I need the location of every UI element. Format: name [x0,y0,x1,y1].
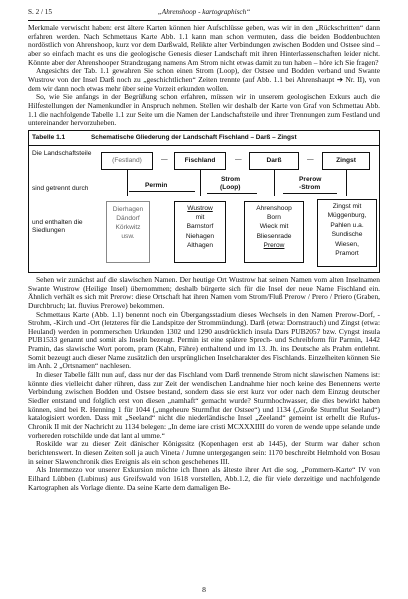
connector-zingst [346,170,347,196]
separator-prerow: Prerow [299,175,322,183]
paragraph-7: Roskilde war zu dieser Zeit dänischer Königssitz (Kopenhagen erst ab 1445), der Sturm war daher schon berichtenswert. In diesen Zeiten soll ja auch Vineta / Jumne untergegangen sein: 1170 beschreibt Helmhold von Bosau in seiner Slawenchronik dies Ereignis als ein schon geschehenes III. [28,439,380,466]
running-title: „Ahrenshoop - kartographisch“ [157,8,251,16]
page-label: S. 2 / 15 [28,8,52,16]
paragraph-2: Angesichts der Tab. 1.1 gewahren Sie schon einen Strom (Loop), der Ostsee und Bodden verband und Swante Wustrow von der Insel Darß noch zu „geschichtlichen“ Zeiten trennte (auf Abb. 1.1 bei Ahrenshaupt ➔ Nr. II), von dem wir dann noch etwas mehr über seine Vorzeit erkunden wollen. [28,66,380,93]
running-header [28,6,380,21]
settlements-festland: Dierhagen Dändorf Körkwitz usw. [106,201,150,263]
row-label-landschaftsteile: Die Landschaftsteile [32,149,92,157]
paragraph-6: In dieser Tabelle fällt nun auf, dass nur der das Fischland vom Darß trennende Strom nicht slawischen Namens ist: könnte dies vielleicht daher rühren, dass zur Zeit der wendischen Landnahme hier noch keine des Benennens werte Verbindung zwischen Bodden und Ostsee bestand, sondern dass sie erst kurz vor oder nach dem Einzug deutscher Siedler entstand und folglich erst von diesen „namhaft“ gemacht wurde? Sturmhochwasser, die dies bewirkt haben können, sind bei R. Henning 1 für 1044 („ungeheure Sturmflut der Ostsee“) und 1134 („Große Sturmflut Seeland“) katalogisiert worden. Dass mit „Seeland“ nicht die niederländische Insel „Zeeland“ gemeint ist erhellt die Rufus-Chronik II mit der Nachricht zu 1134 belegen: „In deme iare cristi MCXXXIIII do voren de wende uppe selande unde vorhereden rotschilde unde dat lant al umme.“ [28,370,380,440]
page-number: 8 [202,585,206,594]
dash-2: — [235,155,242,163]
permin-rule [129,191,195,192]
row-label-getrennt: sind getrennt durch [32,184,89,192]
separator-prerow-strom: -Strom [299,183,321,191]
paragraph-1: Merkmale verwischt haben: erst ältere Karten können hier Aufschlüsse geben, was wir in den „Rückschritten“ dann erfahren werden. Nach Schmettaus Karte Abb. 1.1 kann man schon vermuten, dass die beiden Boddenbuchten nordöstlich von Ahrenshoop, kurz vor dem Darßwald, Relikte alter Verbindungen zwischen Bodden und Ostsee sind – aber so einfach macht es uns die geologische Genesis dieser Landschaft mit ihren Hinterlassenschaften leider nicht. Könnte aber der Ahrenshooper Strandzugang namens Am Strom nicht etwas damit zu tun haben – höre ich Sie fragen? [28,23,380,67]
body-text [28,24,380,492]
paragraph-5: Schmettaus Karte (Abb. 1.1) benennt noch ein Übergangsstadium dieses Wechsels in den Namen Prerow-Dorf, -Strohm, -Kirch und -Ort (letzteres für die Landspitze der Strommündung). Darß (etwa: Dornstrauch) und Zingst (etwa: Heuland) werden in pommerschen Urkunden 1302 und 1290 ausdrücklich insula Dars PUB2057 bzw. Cyngst insula PUB1533 genannt und somit als Inseln bezeugt. Permin ist eine spätere Sprech- und Schreibform für Parmin, 1442 Pramin, das slawische Wort porom, pram (Kahn, Fähre) enthaltend und im 13. Jh. ins Deutsche als Prahm entlehnt. Somit bezeugt auch dieser Name zusätzlich den ursprünglichen Inselcharakter des Fischlands. Einzelheiten können Sie im Anh. 2 „Ortsnamen“ nachlesen. [28,309,380,371]
separator-permin: Permin [145,181,168,189]
strom-rule [207,193,257,194]
separator-loop: (Loop) [220,183,241,191]
table-label: Tabelle 1.1 [32,133,66,141]
table-title: Schematische Gliederung der Landschaft Fischland – Darß – Zingst [91,133,297,141]
table-header-rule [29,145,379,146]
paragraph-4: Sehen wir zunächst auf die slawischen Namen. Der heutige Ort Wustrow hat seinen Namen vom alten Inselnamen Swante Wustrow (Heilige Insel) übernommen; deshalb bürgerte sich für die Insel der neue Name Fischland ein. Ähnlich verhält es sich mit Prerow: diese Ortschaft hat ihren Namen vom Strom/Fluß Prerow / Prero / Priero (Graben, Durchbruch; lat. fluvius Prerowe) bekommen. [28,274,380,310]
settlements-darss: Ahrenshoop Born Wieck mit Bliesenrade Prerow [244,201,304,263]
cell-darss: Darß [249,152,299,170]
cell-zingst: Zingst [322,152,370,170]
row-label-siedlungen: und enthalten die Siedlungen [32,218,83,234]
connector-darss [274,170,275,196]
cell-festland: (Festland) [101,152,153,170]
paragraph-3: So, wie Sie anfangs in der Begrüßung schon erfahren, müssen wir in unserem geologischen Exkurs auch die Hilfestellungen der Namenkundler in Anspruch nehmen. Stellen wir deshalb der Karte von Graf von Schmettau Abb. 1.1 die nachfolgende Tabelle 1.1 zur Seite um die Namen der Landschaftsteile und ihrer Trennungen zum Festland und untereinander hervorzuheben. [28,92,380,128]
connector-fischland [200,170,201,196]
dash-1: — [161,155,168,163]
connector-festland [127,170,128,196]
settlements-zingst: Zingst mit Müggenburg, Pahlen u.a. Sundische Wiesen, Pramort [317,199,377,267]
dash-3: — [307,155,314,163]
paragraph-8: Als Intermezzo vor unserer Exkursion möchte ich Ihnen als älteste ihrer Art die sog. „Pommern-Karte“ IV von Eilhard Lübben (Lubinus) aus Greifswald von 1618 vorstellen, Abb.1.2, die für viele derzeitige und nachfolgende Kartographen als Vorlage diente. Da seine Karte dem damaligen Be- [28,465,380,492]
table-1-1 [28,130,380,273]
prerow-rule [283,193,337,194]
settlements-fischland: Wustrow mit Barnstorf Niehagen Althagen [174,201,226,263]
separator-strom: Strom [221,175,241,183]
cell-fischland: Fischland [174,152,226,170]
